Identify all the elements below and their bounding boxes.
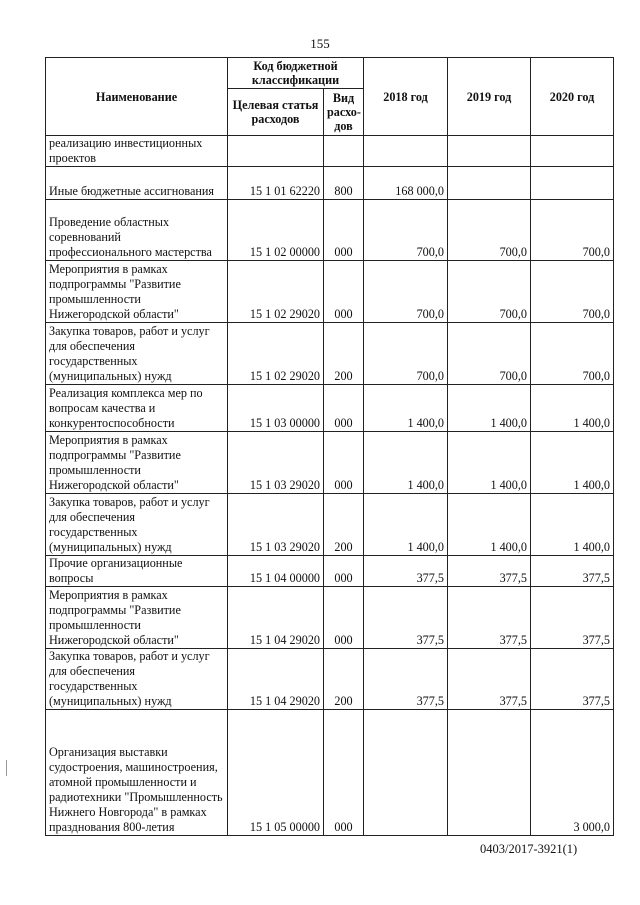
row-code: 15 1 04 29020: [228, 587, 324, 649]
row-kind: 000: [324, 432, 364, 494]
row-2020: 1 400,0: [531, 494, 614, 556]
row-name: Мероприятия в рамках подпрограммы "Развитие промышленности Нижегородской области": [46, 587, 228, 649]
row-kind: [324, 136, 364, 167]
row-2019: [448, 136, 531, 167]
document-code: 0403/2017-3921(1): [480, 842, 578, 856]
row-name: Прочие организационные вопросы: [46, 556, 228, 587]
row-2018: 1 400,0: [364, 385, 448, 432]
table-row: [46, 587, 614, 649]
row-name: реализацию инвестиционных проектов: [46, 136, 228, 167]
row-2019: 1 400,0: [448, 385, 531, 432]
row-2019: 1 400,0: [448, 432, 531, 494]
row-2018: 377,5: [364, 556, 448, 587]
row-2019: 377,5: [448, 649, 531, 710]
row-2019: 377,5: [448, 587, 531, 649]
row-code: 15 1 01 62220: [228, 167, 324, 200]
row-name: Закупка товаров, работ и услуг для обеспечения государственных (муниципальных) нужд: [46, 649, 228, 710]
row-code: 15 1 03 29020: [228, 494, 324, 556]
row-2020: [531, 136, 614, 167]
row-2018: 1 400,0: [364, 494, 448, 556]
margin-mark: [6, 760, 7, 776]
budget-table: [45, 57, 614, 836]
row-kind: 200: [324, 323, 364, 385]
row-code: 15 1 04 00000: [228, 556, 324, 587]
row-2020: 700,0: [531, 200, 614, 261]
header-name: Наименование: [46, 58, 228, 136]
header-expense-type: Вид расхо-дов: [324, 89, 364, 136]
row-name: Иные бюджетные ассигнования: [46, 167, 228, 200]
row-2018: 377,5: [364, 587, 448, 649]
row-kind: 800: [324, 167, 364, 200]
row-2020: [531, 167, 614, 200]
row-kind: 200: [324, 494, 364, 556]
row-name: Закупка товаров, работ и услуг для обеспечения государственных (муниципальных) нужд: [46, 494, 228, 556]
row-2020: 377,5: [531, 587, 614, 649]
row-2019: [448, 710, 531, 836]
row-code: 15 1 02 29020: [228, 261, 324, 323]
row-2018: 700,0: [364, 323, 448, 385]
table-row: [46, 323, 614, 385]
row-2018: 1 400,0: [364, 432, 448, 494]
row-2019: 700,0: [448, 323, 531, 385]
row-2018: 700,0: [364, 200, 448, 261]
row-kind: 000: [324, 385, 364, 432]
row-2020: 377,5: [531, 556, 614, 587]
table-row: [46, 136, 614, 167]
page-number: 155: [310, 36, 330, 51]
row-name: Проведение областных соревнований профессионального мастерства: [46, 200, 228, 261]
header-target-article: Целевая статья расходов: [228, 89, 324, 136]
row-kind: 000: [324, 261, 364, 323]
table-row: [46, 167, 614, 200]
header-2018: 2018 год: [364, 58, 448, 136]
table-row: [46, 261, 614, 323]
row-2020: 700,0: [531, 323, 614, 385]
header-2019: 2019 год: [448, 58, 531, 136]
row-name: Мероприятия в рамках подпрограммы "Развитие промышленности Нижегородской области": [46, 261, 228, 323]
row-2020: 377,5: [531, 649, 614, 710]
row-code: [228, 136, 324, 167]
row-code: 15 1 04 29020: [228, 649, 324, 710]
table-row: [46, 710, 614, 836]
row-code: 15 1 05 00000: [228, 710, 324, 836]
row-name: Закупка товаров, работ и услуг для обеспечения государственных (муниципальных) нужд: [46, 323, 228, 385]
row-name: Реализация комплекса мер по вопросам качества и конкурентоспособности: [46, 385, 228, 432]
header-code-group: Код бюджетной классификации: [228, 58, 364, 89]
row-code: 15 1 02 00000: [228, 200, 324, 261]
table-row: [46, 494, 614, 556]
row-name: Организация выставки судостроения, машиностроения, атомной промышленности и радиотехники "Промышленность Нижнего Новгорода" в рамках празднования 800-летия: [46, 710, 228, 836]
table-row: [46, 200, 614, 261]
header-2020: 2020 год: [531, 58, 614, 136]
row-2020: 1 400,0: [531, 385, 614, 432]
row-2020: 1 400,0: [531, 432, 614, 494]
row-name: Мероприятия в рамках подпрограммы "Развитие промышленности Нижегородской области": [46, 432, 228, 494]
table-row: [46, 432, 614, 494]
row-2019: 700,0: [448, 261, 531, 323]
table-row: [46, 385, 614, 432]
row-2020: 3 000,0: [531, 710, 614, 836]
row-kind: 000: [324, 556, 364, 587]
row-2019: 1 400,0: [448, 494, 531, 556]
row-2019: 377,5: [448, 556, 531, 587]
row-kind: 000: [324, 200, 364, 261]
row-2018: 700,0: [364, 261, 448, 323]
row-code: 15 1 03 29020: [228, 432, 324, 494]
row-kind: 000: [324, 587, 364, 649]
row-kind: 200: [324, 649, 364, 710]
row-2018: 377,5: [364, 649, 448, 710]
table-row: [46, 556, 614, 587]
row-2018: [364, 136, 448, 167]
table-row: [46, 649, 614, 710]
row-2018: [364, 710, 448, 836]
row-2019: 700,0: [448, 200, 531, 261]
row-2019: [448, 167, 531, 200]
row-2018: 168 000,0: [364, 167, 448, 200]
row-code: 15 1 03 00000: [228, 385, 324, 432]
row-code: 15 1 02 29020: [228, 323, 324, 385]
row-kind: 000: [324, 710, 364, 836]
row-2020: 700,0: [531, 261, 614, 323]
